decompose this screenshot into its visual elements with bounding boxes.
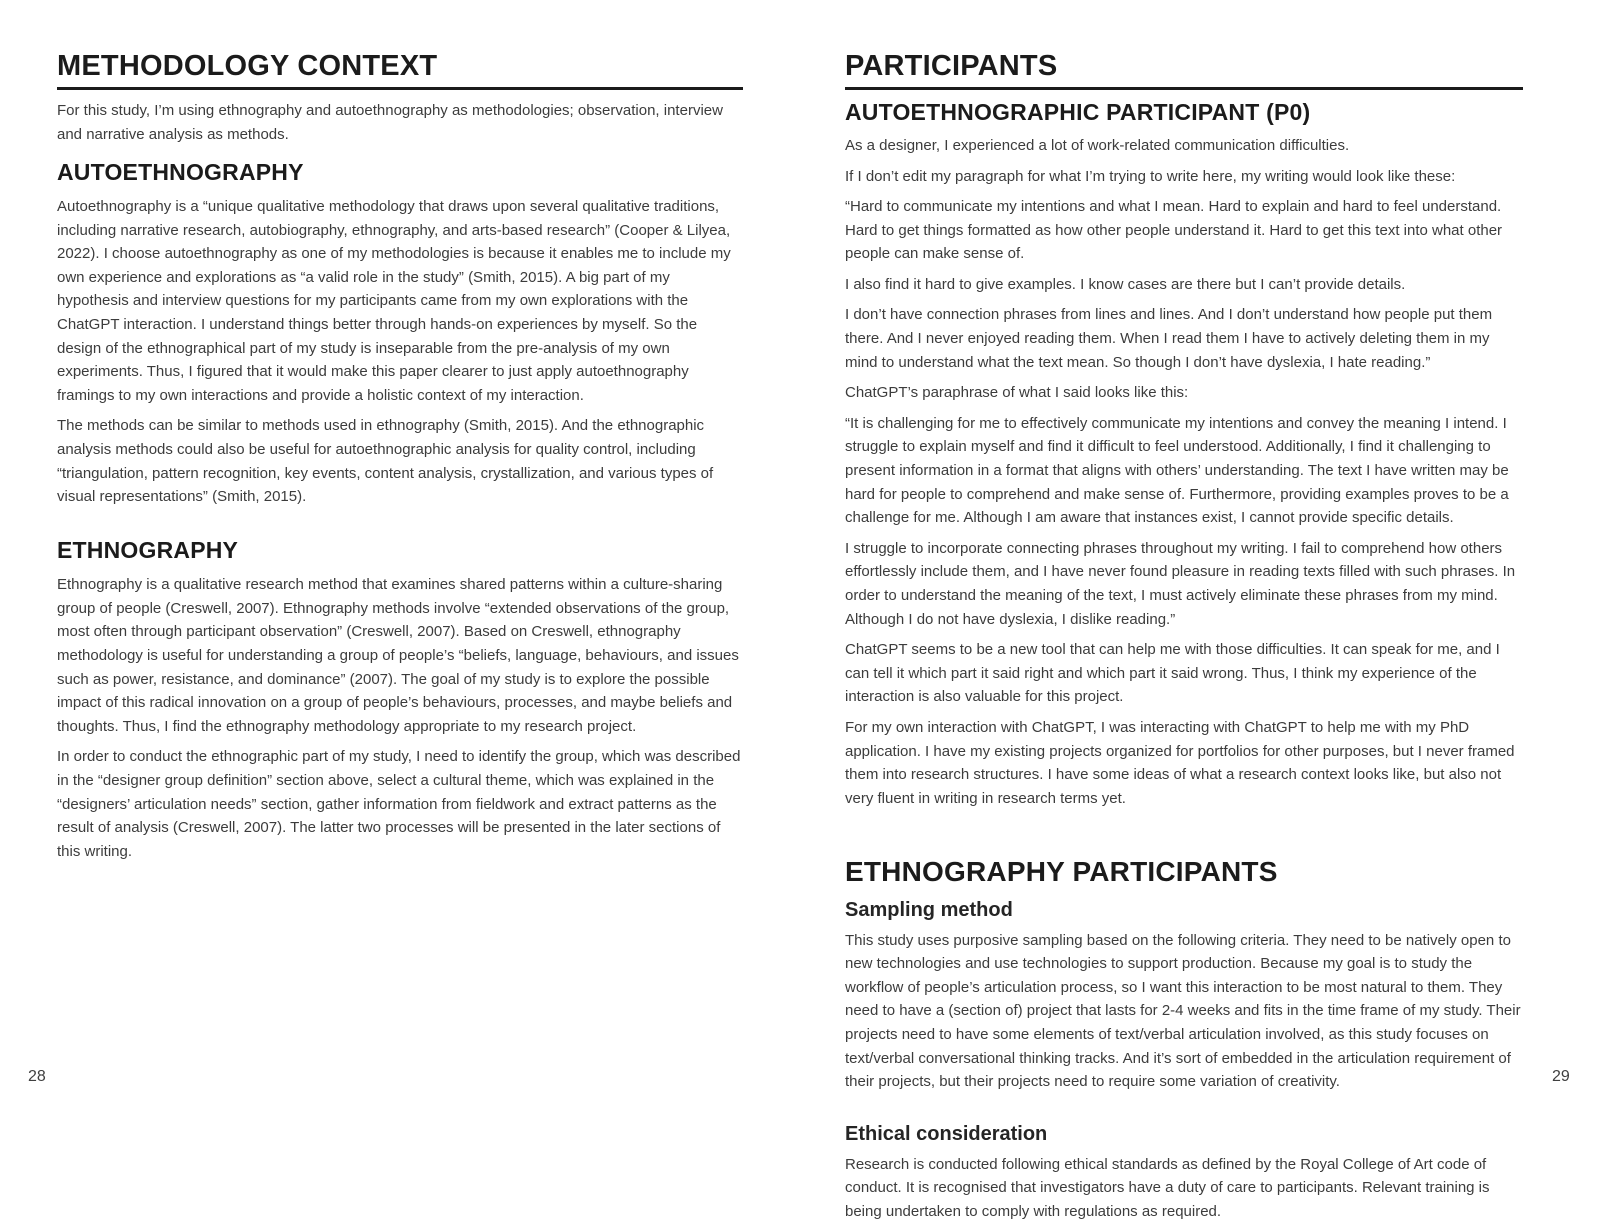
paragraph: I don’t have connection phrases from lines and lines. And I don’t understand how people put them there. And I never enjoyed reading them. When I read them I have to actively deleting them in my mind to understand what the text mean. So though I don’t have dyslexia, I hate reading.” [845, 306, 1493, 371]
paragraph: The methods can be similar to methods used in ethnography (Smith, 2015). And the ethnographic analysis methods could also be useful for autoethnographic analysis for quality control, including “triangulation, pattern recognition, key events, content analysis, crystallization, and various types of visual representations” (Smith, 2015). [57, 417, 714, 506]
paragraph: Autoethnography is a “unique qualitative methodology that draws upon several qualitative traditions, including narrative research, autobiography, ethnography, and arts-based research” (Cooper & Lilyea, 2022). I choose autoethnography as one of my methodologies is because it enables me to include my own experience and explorations as “a valid role in the study” (Smith, 2015). A big part of my hypothesis and interview questions for my participants came from my own explorations with the ChatGPT interaction. I understand things better through hands-on experiences by myself. So the design of the ethnographical part of my study is inseparable from the pre-analysis of my own experiments. Thus, I figured that it would make this paper clearer to just apply autoethnography framings to my own interactions and provide a holistic context of my interaction. [57, 198, 731, 404]
subsection-heading-ethical-consideration: Ethical consideration [845, 1122, 1048, 1145]
page-left [57, 50, 743, 870]
paragraph: Ethnography is a qualitative research method that examines shared patterns within a culture-sharing group of people (Creswell, 2007). Ethnography methods involve “extended observations of the group, most often through participant observation” (Creswell, 2007). Based on Creswell, ethnography methodology is useful for understanding a group of people’s “beliefs, language, behaviours, and issues such as power, resistance, and dominance” (2007). The goal of my study is to explore the possible impact of this radical innovation on a group of people’s behaviours, processes, and maybe beliefs and thoughts. Thus, I find the ethnography methodology appropriate to my research project. [57, 576, 739, 735]
page-number-28: 28 [28, 1068, 46, 1085]
section-heading-ethnography-participants: ETHNOGRAPHY PARTICIPANTS [845, 856, 1278, 888]
paragraph: This study uses purposive sampling based on the following criteria. They need to be natively open to new technologies and use technologies to support production. Because my goal is to study the workflow of people’s articulation process, so I want this interaction to be most natural to them. They need to have a (section of) project that lasts for 2-4 weeks and fits in the time frame of my study. Their projects need to have some elements of text/verbal articulation involved, as this study focuses on text/verbal conversational thinking tracks. And it’s sort of embedded in the articulation requirement of their projects, but their projects need to require some variation of creativity. [845, 931, 1521, 1091]
paragraph: ChatGPT’s paraphrase of what I said looks like this: [845, 384, 1189, 402]
subsection-heading-sampling-method: Sampling method [845, 898, 1013, 921]
paragraph: “It is challenging for me to effectively communicate my intentions and convey the meaning I intend. I struggle to explain myself and find it difficult to feel understood. Additionally, I find it challenging to present information in a format that aligns with others’ understanding. The text I have written may be hard for people to comprehend and make sense of. Furthermore, providing examples proves to be a challenge for me. Although I am aware that instances exist, I cannot provide specific details. [845, 414, 1509, 527]
page-right [845, 50, 1523, 1231]
section-heading-autoethnographic-participant: AUTOETHNOGRAPHIC PARTICIPANT (P0) [845, 99, 1311, 126]
section-heading-ethnography: ETHNOGRAPHY [57, 536, 239, 563]
paragraph: Research is conducted following ethical standards as defined by the Royal College of Art code of conduct. It is recognised that investigators have a duty of care to participants. Relevant training is being undertaken to comply with regulations as required. [845, 1155, 1490, 1221]
page-title-participants: PARTICIPANTS [845, 50, 1523, 90]
page-title-methodology-context: METHODOLOGY CONTEXT [57, 50, 743, 90]
paragraph: As a designer, I experienced a lot of work-related communication difficulties. [845, 136, 1350, 154]
page-number-29: 29 [1552, 1068, 1570, 1085]
paragraph: “Hard to communicate my intentions and what I mean. Hard to explain and hard to feel understand. Hard to get things formatted as how other people understand it. Hard to get this text into what other people can make sense of. [845, 198, 1503, 263]
paragraph: I struggle to incorporate connecting phrases throughout my writing. I fail to comprehend how others effortlessly include them, and I have never found pleasure in reading texts filled with such phrases. In order to understand the meaning of the text, I must actively eliminate these phrases from my mind. Although I do not have dyslexia, I dislike reading.” [845, 539, 1516, 628]
section-heading-autoethnography: AUTOETHNOGRAPHY [57, 158, 304, 185]
paragraph: In order to conduct the ethnographic part of my study, I need to identify the group, which was described in the “designer group definition” section above, select a cultural theme, which was explained in the “designers’ articulation needs” section, gather information from fieldwork and extract patterns as the result of analysis (Creswell, 2007). The latter two processes will be presented in the later sections of this writing. [57, 748, 741, 860]
paragraph: For my own interaction with ChatGPT, I was interacting with ChatGPT to help me with my PhD application. I have my existing projects organized for portfolios for other purposes, but I never framed them into research structures. I have some ideas of what a research context looks like, but also not very fluent in writing in research terms yet. [845, 718, 1515, 807]
intro-paragraph: For this study, I’m using ethnography and autoethnography as methodologies; observation, interview and narrative analysis as methods. [57, 102, 723, 144]
paragraph: I also find it hard to give examples. I know cases are there but I can’t provide details. [845, 275, 1406, 293]
paragraph: ChatGPT seems to be a new tool that can help me with those difficulties. It can speak for me, and I can tell it which part it said right and which part it said wrong. Thus, I think my experience of the interaction is also valuable for this project. [845, 641, 1500, 706]
paragraph: If I don’t edit my paragraph for what I’m trying to write here, my writing would look like these: [845, 167, 1456, 185]
